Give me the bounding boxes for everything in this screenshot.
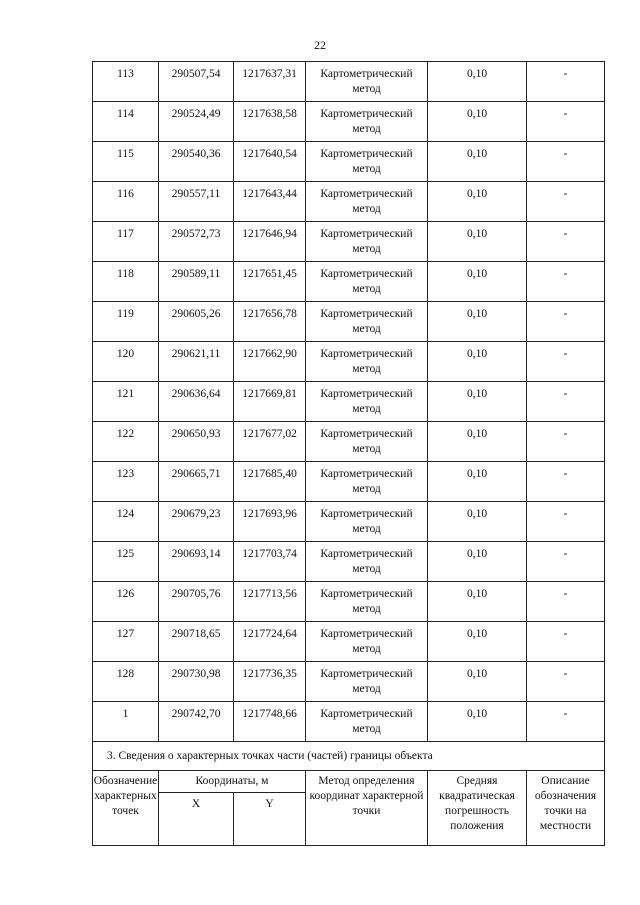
cell-method: Картометрический метод xyxy=(306,302,428,342)
cell-y: 1217748,66 xyxy=(234,702,306,742)
cell-x: 290572,73 xyxy=(159,222,234,262)
cell-point: 118 xyxy=(93,262,159,302)
cell-method: Картометрический метод xyxy=(306,582,428,622)
cell-error: 0,10 xyxy=(428,342,527,382)
coordinates-table xyxy=(92,61,605,846)
cell-error: 0,10 xyxy=(428,542,527,582)
cell-method: Картометрический метод xyxy=(306,102,428,142)
page-number: 22 xyxy=(314,38,326,52)
table-row xyxy=(93,662,605,702)
cell-description: - xyxy=(527,462,605,502)
cell-x: 290540,36 xyxy=(159,142,234,182)
cell-error: 0,10 xyxy=(428,502,527,542)
cell-x: 290705,76 xyxy=(159,582,234,622)
cell-point: 115 xyxy=(93,142,159,182)
cell-y: 1217736,35 xyxy=(234,662,306,702)
cell-x: 290557,11 xyxy=(159,182,234,222)
cell-description: - xyxy=(527,382,605,422)
header-row xyxy=(93,771,605,793)
header-point: Обозначение характерных точек xyxy=(93,771,159,846)
cell-x: 290524,49 xyxy=(159,102,234,142)
header-y: Y xyxy=(234,793,306,846)
table-row xyxy=(93,342,605,382)
cell-error: 0,10 xyxy=(428,422,527,462)
table-row xyxy=(93,302,605,342)
cell-point: 123 xyxy=(93,462,159,502)
cell-description: - xyxy=(527,502,605,542)
table-row xyxy=(93,382,605,422)
header-method: Метод определения координат характерной точки xyxy=(306,771,428,846)
cell-y: 1217638,58 xyxy=(234,102,306,142)
header-coordinates: Координаты, м xyxy=(159,771,306,793)
table-row xyxy=(93,142,605,182)
cell-method: Картометрический метод xyxy=(306,142,428,182)
cell-x: 290679,23 xyxy=(159,502,234,542)
cell-x: 290636,64 xyxy=(159,382,234,422)
cell-point: 126 xyxy=(93,582,159,622)
cell-method: Картометрический метод xyxy=(306,342,428,382)
table-row xyxy=(93,182,605,222)
cell-point: 117 xyxy=(93,222,159,262)
table-row xyxy=(93,462,605,502)
table-row xyxy=(93,62,605,102)
cell-point: 125 xyxy=(93,542,159,582)
cell-y: 1217651,45 xyxy=(234,262,306,302)
cell-point: 121 xyxy=(93,382,159,422)
cell-method: Картометрический метод xyxy=(306,662,428,702)
cell-description: - xyxy=(527,342,605,382)
cell-x: 290507,54 xyxy=(159,62,234,102)
cell-x: 290693,14 xyxy=(159,542,234,582)
cell-method: Картометрический метод xyxy=(306,702,428,742)
table-body xyxy=(93,62,605,742)
cell-error: 0,10 xyxy=(428,262,527,302)
cell-point: 124 xyxy=(93,502,159,542)
cell-error: 0,10 xyxy=(428,142,527,182)
cell-error: 0,10 xyxy=(428,702,527,742)
table-row xyxy=(93,542,605,582)
cell-x: 290718,65 xyxy=(159,622,234,662)
cell-x: 290742,70 xyxy=(159,702,234,742)
cell-y: 1217724,64 xyxy=(234,622,306,662)
cell-point: 119 xyxy=(93,302,159,342)
cell-description: - xyxy=(527,62,605,102)
cell-description: - xyxy=(527,262,605,302)
table-row xyxy=(93,222,605,262)
cell-error: 0,10 xyxy=(428,382,527,422)
cell-method: Картометрический метод xyxy=(306,62,428,102)
cell-method: Картометрический метод xyxy=(306,222,428,262)
cell-error: 0,10 xyxy=(428,182,527,222)
cell-point: 127 xyxy=(93,622,159,662)
cell-description: - xyxy=(527,582,605,622)
cell-description: - xyxy=(527,302,605,342)
cell-method: Картометрический метод xyxy=(306,542,428,582)
cell-x: 290730,98 xyxy=(159,662,234,702)
cell-y: 1217656,78 xyxy=(234,302,306,342)
cell-description: - xyxy=(527,622,605,662)
cell-method: Картометрический метод xyxy=(306,622,428,662)
cell-x: 290589,11 xyxy=(159,262,234,302)
header-error: Средняя квадратическая погрешность положения xyxy=(428,771,527,846)
cell-y: 1217703,74 xyxy=(234,542,306,582)
cell-error: 0,10 xyxy=(428,222,527,262)
cell-y: 1217669,81 xyxy=(234,382,306,422)
cell-description: - xyxy=(527,702,605,742)
cell-y: 1217646,94 xyxy=(234,222,306,262)
cell-point: 122 xyxy=(93,422,159,462)
table-row xyxy=(93,582,605,622)
cell-y: 1217640,54 xyxy=(234,142,306,182)
cell-description: - xyxy=(527,182,605,222)
cell-error: 0,10 xyxy=(428,102,527,142)
cell-description: - xyxy=(527,222,605,262)
table-row xyxy=(93,422,605,462)
header-description: Описание обозначения точки на местности xyxy=(527,771,605,846)
cell-method: Картометрический метод xyxy=(306,382,428,422)
table-row xyxy=(93,702,605,742)
cell-error: 0,10 xyxy=(428,62,527,102)
section-title: 3. Сведения о характерных точках части (частей) границы объекта xyxy=(93,742,605,771)
cell-point: 1 xyxy=(93,702,159,742)
cell-x: 290605,26 xyxy=(159,302,234,342)
cell-description: - xyxy=(527,102,605,142)
cell-point: 128 xyxy=(93,662,159,702)
cell-point: 116 xyxy=(93,182,159,222)
cell-method: Картометрический метод xyxy=(306,182,428,222)
cell-description: - xyxy=(527,542,605,582)
cell-point: 113 xyxy=(93,62,159,102)
cell-description: - xyxy=(527,142,605,182)
cell-y: 1217685,40 xyxy=(234,462,306,502)
cell-x: 290650,93 xyxy=(159,422,234,462)
cell-x: 290621,11 xyxy=(159,342,234,382)
cell-method: Картометрический метод xyxy=(306,502,428,542)
cell-y: 1217662,90 xyxy=(234,342,306,382)
cell-description: - xyxy=(527,422,605,462)
cell-y: 1217637,31 xyxy=(234,62,306,102)
cell-method: Картометрический метод xyxy=(306,422,428,462)
cell-point: 114 xyxy=(93,102,159,142)
table-row xyxy=(93,102,605,142)
header-x: X xyxy=(159,793,234,846)
cell-y: 1217693,96 xyxy=(234,502,306,542)
section-row xyxy=(93,742,605,771)
table-row xyxy=(93,622,605,662)
cell-y: 1217713,56 xyxy=(234,582,306,622)
cell-error: 0,10 xyxy=(428,582,527,622)
cell-point: 120 xyxy=(93,342,159,382)
cell-error: 0,10 xyxy=(428,302,527,342)
cell-method: Картометрический метод xyxy=(306,462,428,502)
cell-description: - xyxy=(527,662,605,702)
cell-y: 1217643,44 xyxy=(234,182,306,222)
table-row xyxy=(93,502,605,542)
cell-y: 1217677,02 xyxy=(234,422,306,462)
table-row xyxy=(93,262,605,302)
cell-error: 0,10 xyxy=(428,622,527,662)
cell-error: 0,10 xyxy=(428,662,527,702)
cell-x: 290665,71 xyxy=(159,462,234,502)
cell-method: Картометрический метод xyxy=(306,262,428,302)
cell-error: 0,10 xyxy=(428,462,527,502)
